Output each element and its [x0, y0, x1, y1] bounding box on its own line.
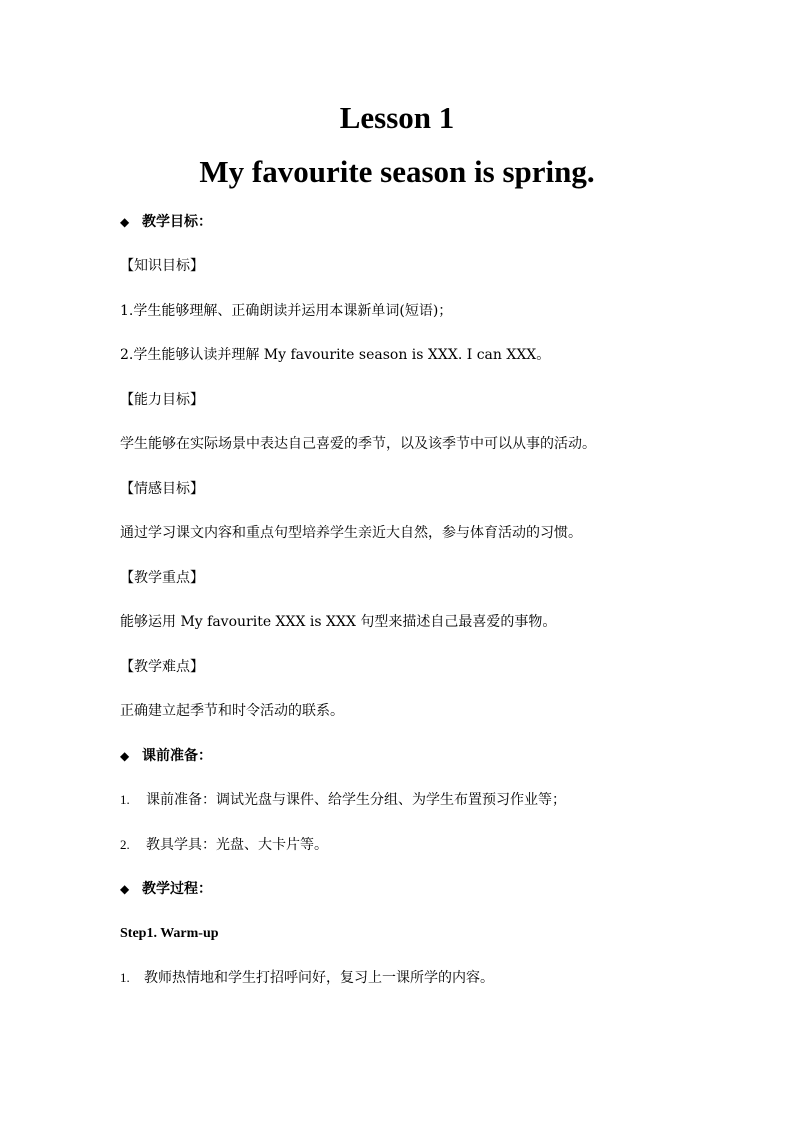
- ability-objectives-text: 学生能够在实际场景中表达自己喜爱的季节，以及该季节中可以从事的活动。: [120, 436, 596, 452]
- preparation-label: 课前准备：: [142, 748, 212, 764]
- diamond-bullet-icon: ◆: [120, 215, 130, 229]
- objectives-heading: [120, 212, 212, 232]
- step1-item: [120, 968, 494, 988]
- diamond-bullet-icon: ◆: [120, 749, 130, 763]
- preparation-heading: [120, 746, 212, 766]
- knowledge-objectives-label: 【知识目标】: [120, 258, 204, 274]
- list-number: 1.: [120, 970, 130, 985]
- knowledge-item-2: 2.学生能够认读并理解 My favourite season is XXX. I can XXX。: [120, 347, 551, 363]
- list-number: 2.: [120, 837, 130, 852]
- step1-title: Step1. Warm-up: [120, 926, 219, 941]
- process-label: 教学过程：: [142, 881, 212, 897]
- emotion-objectives-text: 通过学习课文内容和重点句型培养学生亲近大自然，参与体育活动的习惯。: [120, 525, 582, 541]
- process-heading: [120, 879, 212, 899]
- preparation-item-text: 课前准备：调试光盘与课件、给学生分组、为学生布置预习作业等；: [146, 792, 566, 808]
- step1-item-text: 教师热情地和学生打招呼问好，复习上一课所学的内容。: [144, 970, 494, 986]
- list-number: 1.: [120, 792, 130, 807]
- lesson-number-title: Lesson 1: [339, 100, 455, 135]
- difficulty-text: 正确建立起季节和时令活动的联系。: [120, 703, 344, 719]
- key-point-text: 能够运用 My favourite XXX is XXX 句型来描述自己最喜爱的事物。: [120, 614, 557, 630]
- lesson-topic-title: My favourite season is spring.: [199, 154, 595, 189]
- preparation-item: [120, 835, 328, 855]
- knowledge-item-1: 1.学生能够理解、正确朗读并运用本课新单词(短语)；: [120, 303, 453, 319]
- diamond-bullet-icon: ◆: [120, 882, 130, 896]
- key-point-label: 【教学重点】: [120, 570, 204, 586]
- preparation-item-text: 教具学具：光盘、大卡片等。: [146, 837, 328, 853]
- preparation-item: [120, 790, 566, 810]
- emotion-objectives-label: 【情感目标】: [120, 481, 204, 497]
- ability-objectives-label: 【能力目标】: [120, 392, 204, 408]
- difficulty-label: 【教学难点】: [120, 659, 204, 675]
- objectives-label: 教学目标：: [142, 214, 212, 230]
